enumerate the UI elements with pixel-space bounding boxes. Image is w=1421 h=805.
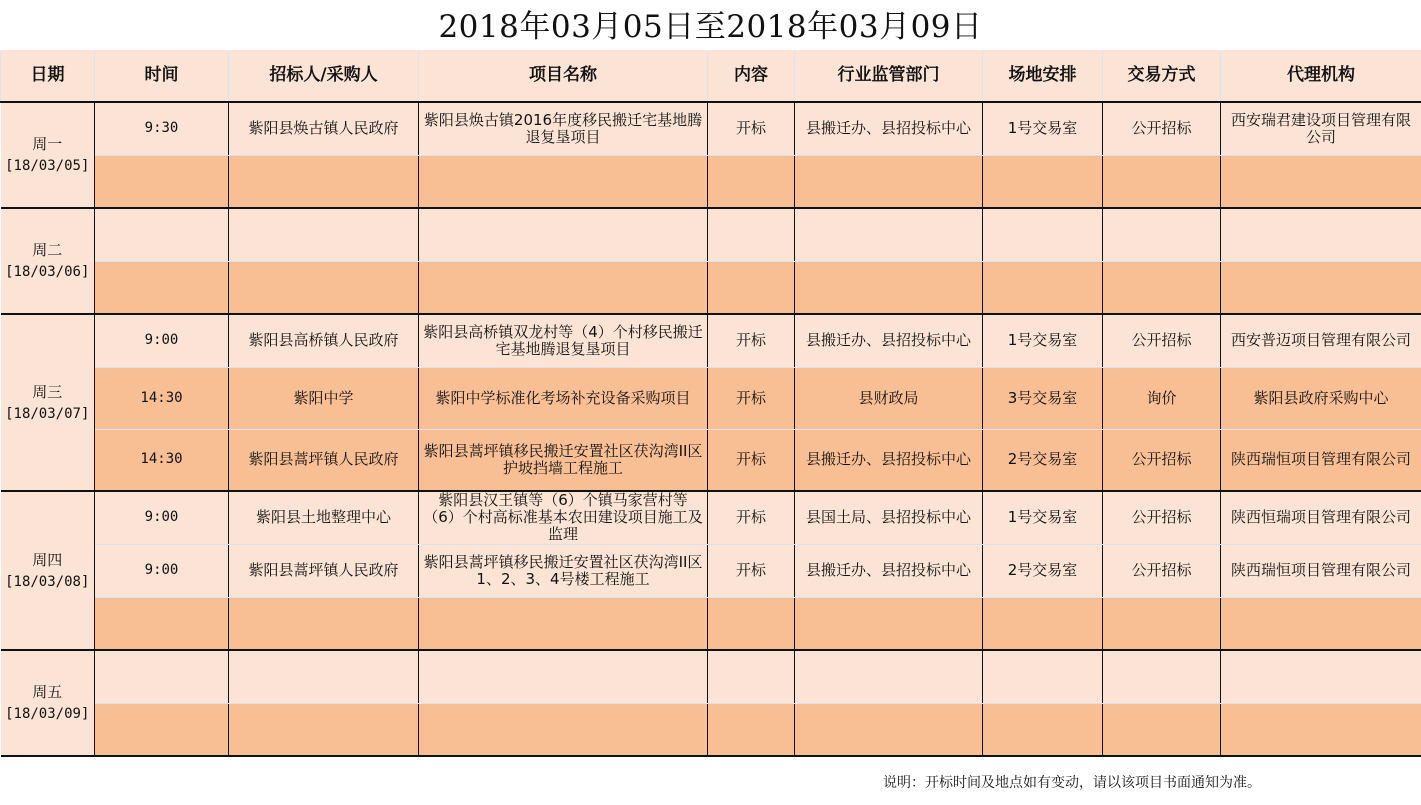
project-cell: 紫阳县蒿坪镇移民搬迁安置社区茯沟湾II区1、2、3、4号楼工程施工 [419, 544, 708, 597]
table-row [1, 102, 1421, 155]
tenderer-cell: 紫阳县高桥镇人民政府 [229, 314, 419, 367]
project-cell: 紫阳县高桥镇双龙村等（4）个村移民搬迁宅基地腾退复垦项目 [419, 314, 708, 367]
tenderer-cell [229, 155, 419, 208]
day-label: 周一 [32, 135, 63, 153]
table-row [1, 491, 1421, 544]
time-cell: 9:00 [95, 314, 229, 367]
header-venue: 场地安排 [983, 50, 1103, 102]
table-row [1, 703, 1421, 756]
agent-cell [1221, 597, 1421, 650]
content-cell: 开标 [708, 491, 795, 544]
page-title: 2018年03月05日至2018年03月09日 [438, 9, 983, 45]
header-project: 项目名称 [419, 50, 708, 102]
venue-cell [983, 261, 1103, 314]
method-cell: 公开招标 [1103, 491, 1221, 544]
day-cell [1, 102, 95, 208]
header-row [1, 50, 1421, 102]
agent-cell [1221, 650, 1421, 703]
header-time: 时间 [95, 50, 229, 102]
dept-cell: 县搬迁办、县招投标中心 [795, 314, 983, 367]
agent-cell: 西安普迈项目管理有限公司 [1221, 314, 1421, 367]
content-cell [708, 597, 795, 650]
header-method: 交易方式 [1103, 50, 1221, 102]
venue-cell [983, 155, 1103, 208]
day-cell [1, 491, 95, 650]
day-cell [1, 314, 95, 491]
day-date: [18/03/08] [5, 573, 90, 590]
venue-cell [983, 703, 1103, 756]
day-label: 周二 [32, 241, 63, 259]
dept-cell [795, 597, 983, 650]
day-cell [1, 650, 95, 756]
day-cell [1, 208, 95, 314]
venue-cell: 3号交易室 [983, 367, 1103, 429]
time-cell [95, 650, 229, 703]
method-cell: 公开招标 [1103, 544, 1221, 597]
time-cell: 14:30 [95, 429, 229, 491]
time-cell [95, 597, 229, 650]
time-cell: 9:00 [95, 491, 229, 544]
project-cell [419, 703, 708, 756]
content-cell [708, 208, 795, 261]
dept-cell: 县搬迁办、县招投标中心 [795, 429, 983, 491]
time-cell: 9:30 [95, 102, 229, 155]
project-cell [419, 208, 708, 261]
agent-cell: 紫阳县政府采购中心 [1221, 367, 1421, 429]
project-cell [419, 597, 708, 650]
dept-cell [795, 261, 983, 314]
agent-cell: 陕西瑞恒项目管理有限公司 [1221, 544, 1421, 597]
agent-cell: 陕西瑞恒项目管理有限公司 [1221, 429, 1421, 491]
header-tenderer: 招标人/采购人 [229, 50, 419, 102]
project-cell: 紫阳县焕古镇2016年度移民搬迁宅基地腾退复垦项目 [419, 102, 708, 155]
tenderer-cell [229, 261, 419, 314]
method-cell [1103, 155, 1221, 208]
method-cell [1103, 208, 1221, 261]
time-cell [95, 155, 229, 208]
content-cell: 开标 [708, 367, 795, 429]
project-cell: 紫阳中学标准化考场补充设备采购项目 [419, 367, 708, 429]
method-cell: 询价 [1103, 367, 1221, 429]
time-cell: 14:30 [95, 367, 229, 429]
day-date: [18/03/06] [5, 264, 90, 280]
footnote: 说明：开标时间及地点如有变动，请以该项目书面通知为准。 [883, 775, 1261, 791]
schedule-table [0, 50, 1421, 757]
time-cell [95, 703, 229, 756]
venue-cell [983, 208, 1103, 261]
tenderer-cell [229, 650, 419, 703]
venue-cell: 2号交易室 [983, 544, 1103, 597]
table-row [1, 155, 1421, 208]
time-cell: 9:00 [95, 544, 229, 597]
schedule-body [1, 102, 1421, 756]
day-date: [18/03/07] [5, 405, 90, 422]
table-row [1, 429, 1421, 491]
agent-cell [1221, 261, 1421, 314]
method-cell: 公开招标 [1103, 429, 1221, 491]
tenderer-cell: 紫阳县蒿坪镇人民政府 [229, 544, 419, 597]
day-label: 周四 [32, 550, 63, 569]
content-cell: 开标 [708, 314, 795, 367]
content-cell: 开标 [708, 102, 795, 155]
dept-cell: 县搬迁办、县招投标中心 [795, 102, 983, 155]
agent-cell [1221, 155, 1421, 208]
method-cell [1103, 261, 1221, 314]
content-cell: 开标 [708, 429, 795, 491]
tenderer-cell [229, 703, 419, 756]
agent-cell: 陕西恒瑞项目管理有限公司 [1221, 491, 1421, 544]
tenderer-cell: 紫阳县蒿坪镇人民政府 [229, 429, 419, 491]
dept-cell [795, 155, 983, 208]
venue-cell: 1号交易室 [983, 314, 1103, 367]
table-row [1, 544, 1421, 597]
table-row [1, 650, 1421, 703]
content-cell [708, 703, 795, 756]
day-date: [18/03/05] [5, 158, 90, 174]
header-agent: 代理机构 [1221, 50, 1421, 102]
venue-cell: 2号交易室 [983, 429, 1103, 491]
tenderer-cell: 紫阳县土地整理中心 [229, 491, 419, 544]
header-content: 内容 [708, 50, 795, 102]
content-cell: 开标 [708, 544, 795, 597]
project-cell [419, 650, 708, 703]
venue-cell: 1号交易室 [983, 102, 1103, 155]
dept-cell: 县国土局、县招投标中心 [795, 491, 983, 544]
agent-cell [1221, 703, 1421, 756]
venue-cell: 1号交易室 [983, 491, 1103, 544]
content-cell [708, 261, 795, 314]
content-cell [708, 155, 795, 208]
agent-cell [1221, 208, 1421, 261]
dept-cell: 县搬迁办、县招投标中心 [795, 544, 983, 597]
header-dept: 行业监管部门 [795, 50, 983, 102]
method-cell: 公开招标 [1103, 102, 1221, 155]
header-date: 日期 [1, 50, 95, 102]
tenderer-cell: 紫阳县焕古镇人民政府 [229, 102, 419, 155]
dept-cell [795, 650, 983, 703]
table-row [1, 314, 1421, 367]
dept-cell [795, 703, 983, 756]
table-row [1, 367, 1421, 429]
venue-cell [983, 597, 1103, 650]
method-cell [1103, 703, 1221, 756]
tenderer-cell [229, 597, 419, 650]
dept-cell [795, 208, 983, 261]
project-cell [419, 155, 708, 208]
day-date: [18/03/09] [5, 706, 90, 722]
table-row [1, 597, 1421, 650]
table-row [1, 261, 1421, 314]
method-cell [1103, 597, 1221, 650]
day-label: 周三 [32, 382, 63, 401]
table-row [1, 208, 1421, 261]
method-cell: 公开招标 [1103, 314, 1221, 367]
project-cell: 紫阳县蒿坪镇移民搬迁安置社区茯沟湾II区护坡挡墙工程施工 [419, 429, 708, 491]
time-cell [95, 261, 229, 314]
day-label: 周五 [32, 683, 63, 701]
tenderer-cell: 紫阳中学 [229, 367, 419, 429]
method-cell [1103, 650, 1221, 703]
time-cell [95, 208, 229, 261]
venue-cell [983, 650, 1103, 703]
project-cell [419, 261, 708, 314]
project-cell: 紫阳县汉王镇等（6）个镇马家营村等（6）个村高标准基本农田建设项目施工及监理 [419, 491, 708, 544]
tenderer-cell [229, 208, 419, 261]
agent-cell: 西安瑞君建设项目管理有限公司 [1221, 102, 1421, 155]
content-cell [708, 650, 795, 703]
dept-cell: 县财政局 [795, 367, 983, 429]
